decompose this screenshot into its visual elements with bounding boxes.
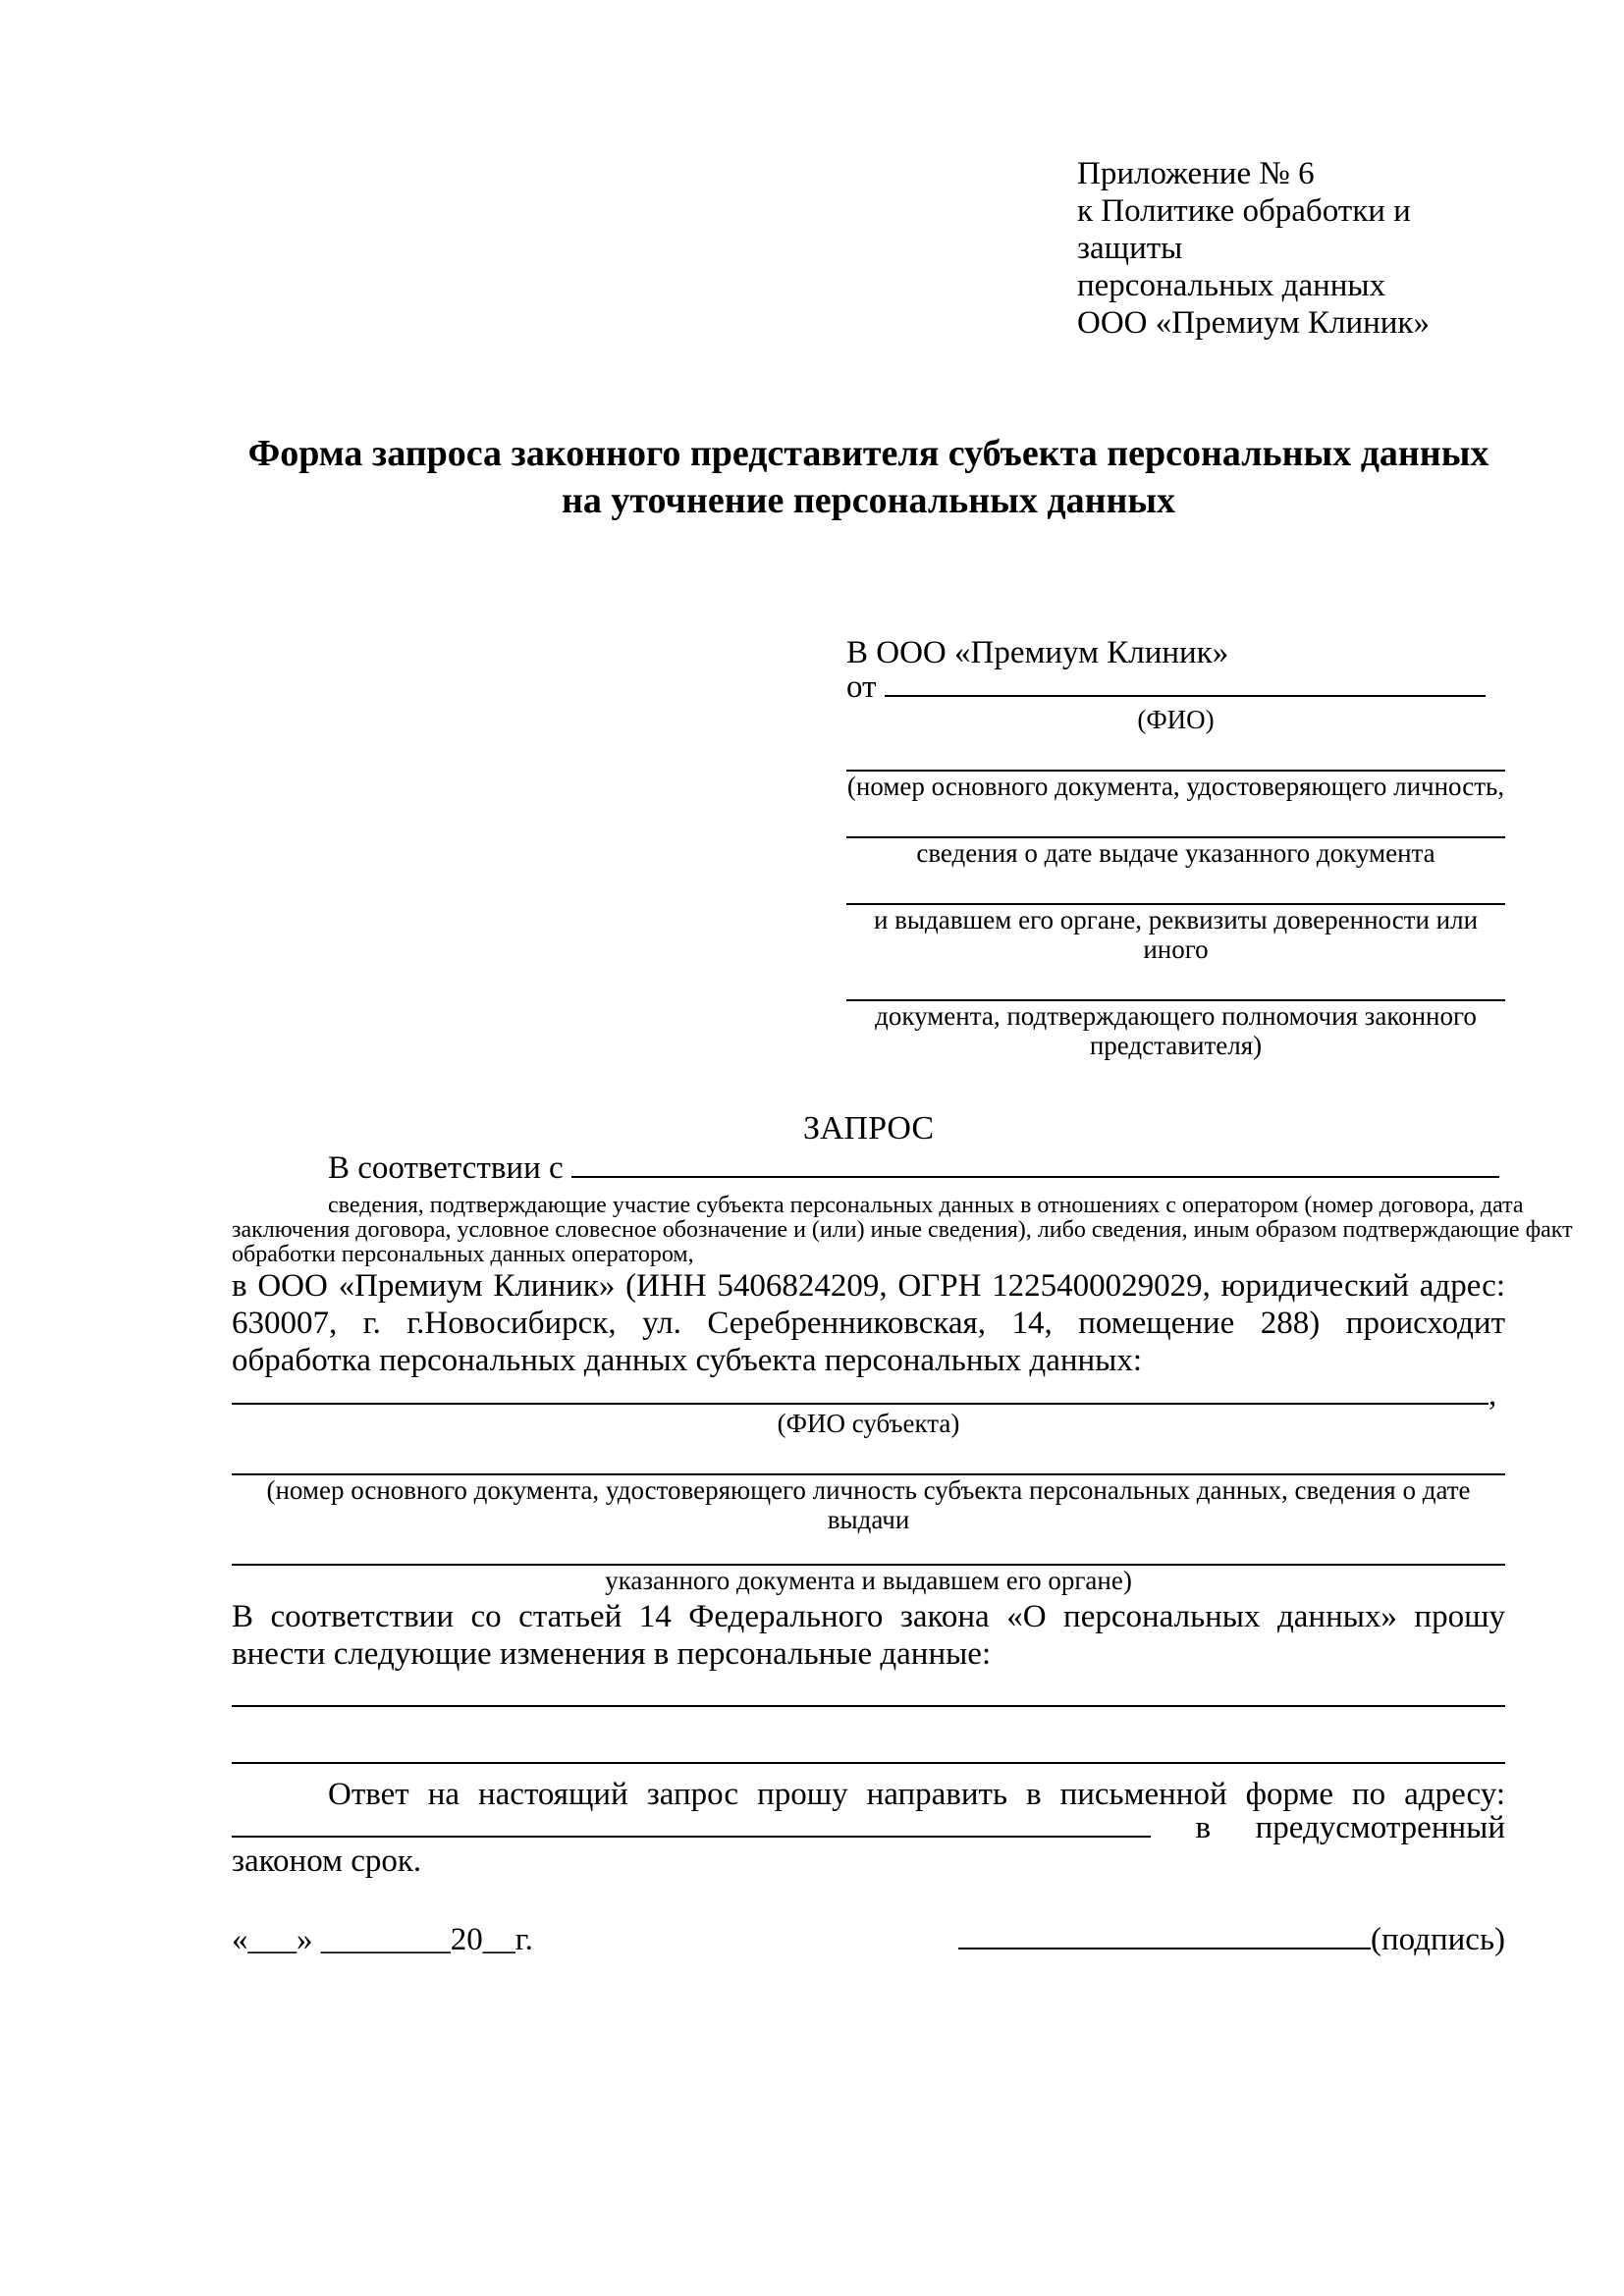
signature-blank-line (958, 1924, 1371, 1949)
fio-blank-line (885, 671, 1486, 697)
reply-paragraph (232, 1776, 1505, 1880)
form-title (232, 430, 1505, 524)
field-caption-fio: (ФИО) (1137, 705, 1215, 734)
law-paragraph (232, 1598, 1505, 1673)
date-line: «___» ________20__г. (232, 1922, 533, 1957)
intro-line (232, 1152, 1505, 1186)
intro-label: В соответствии с (328, 1150, 564, 1186)
blank-field-line (846, 868, 1505, 905)
subject-fio-caption: (ФИО субъекта) (777, 1409, 960, 1438)
reply-address-blank-line (232, 1814, 1151, 1838)
appendix-note-line: ООО «Премиум Клиник» (1077, 305, 1430, 341)
reply-word: в (1195, 1810, 1212, 1845)
operator-footnote (232, 1193, 1573, 1267)
law-paragraph-line: внести следующие изменения в персональные данные: (232, 1636, 992, 1672)
appendix-note-line: Приложение № 6 (1077, 156, 1315, 191)
subject-doc-caption: (номер основного документа, удостоверяющего личность субъекта персональных данных, сведения о дате выдачи (266, 1475, 1471, 1534)
reply-word: предусмотренный (1255, 1810, 1505, 1845)
signature-row (232, 1921, 1505, 1958)
operator-paragraph-line: обработка персональных данных субъекта персональных данных: (232, 1343, 1142, 1378)
request-heading: ЗАПРОС (802, 1110, 935, 1147)
addressee-block (846, 634, 1505, 1060)
footnote-line: сведения, подтверждающие участие субъекта персональных данных в отношениях с оператором (номер договора, дата (328, 1193, 1524, 1218)
field-caption: (номер основного документа, удостоверяющего личность, (846, 772, 1505, 801)
field-caption: сведения о дате выдаче указанного документа (916, 838, 1435, 868)
from-row (846, 671, 1505, 705)
appendix-note-line: к Политике обработки и защиты (1077, 193, 1411, 266)
changes-blank-line (232, 1673, 1505, 1707)
operator-paragraph (232, 1267, 1505, 1379)
law-paragraph-line: В соответствии со статьей 14 Федерального закона «О персональных данных» прошу (232, 1599, 1505, 1634)
field-caption: документа, подтверждающего полномочия законного представителя) (875, 1001, 1477, 1060)
subject-doc-blank-line (232, 1534, 1505, 1566)
blank-field-line (846, 801, 1505, 838)
blank-field-line (846, 734, 1505, 772)
reply-line: Ответ на настоящий запрос прошу направить в письменной форме по адресу: (328, 1777, 1505, 1812)
blank-field-line (846, 964, 1505, 1001)
subject-fio-line (232, 1377, 1505, 1413)
form-title-line: на уточнение персональных данных (561, 480, 1176, 521)
reply-address-row (232, 1810, 1505, 1845)
footnote-line: обработки персональных данных оператором, (232, 1242, 694, 1267)
addressee-organization: В ООО «Премиум Клиник» (846, 635, 1229, 670)
changes-blank-line (232, 1707, 1505, 1764)
field-caption: и выдавшем его органе, реквизиты доверенности или иного (873, 905, 1479, 964)
intro-blank-line (571, 1152, 1499, 1178)
from-label: от (846, 669, 877, 705)
reply-line: законом срок. (232, 1843, 422, 1879)
appendix-note (1077, 155, 1505, 342)
subject-doc-blank-line (232, 1438, 1505, 1475)
operator-paragraph-line: в ООО «Премиум Клиник» (ИНН 5406824209, ОГРН 1225400029029, юридический адрес: (232, 1268, 1505, 1304)
subject-doc-caption: указанного документа и выдавшем его органе) (605, 1566, 1132, 1595)
subject-comma: , (1489, 1377, 1497, 1413)
operator-paragraph-line: 630007, г. г.Новосибирск, ул. Серебренниковская, 14, помещение 288) происходит (232, 1306, 1505, 1341)
footnote-line: заключения договора, условное словесное обозначение и (или) иные сведения), либо сведения, иным образом подтверждающие факт (232, 1217, 1573, 1243)
subject-fio-blank-line (232, 1379, 1489, 1405)
form-title-line: Форма запроса законного представителя субъекта персональных данных (247, 433, 1489, 474)
signature-caption: (подпись) (1371, 1922, 1505, 1957)
signature-group (958, 1921, 1505, 1958)
appendix-note-line: персональных данных (1077, 268, 1386, 303)
